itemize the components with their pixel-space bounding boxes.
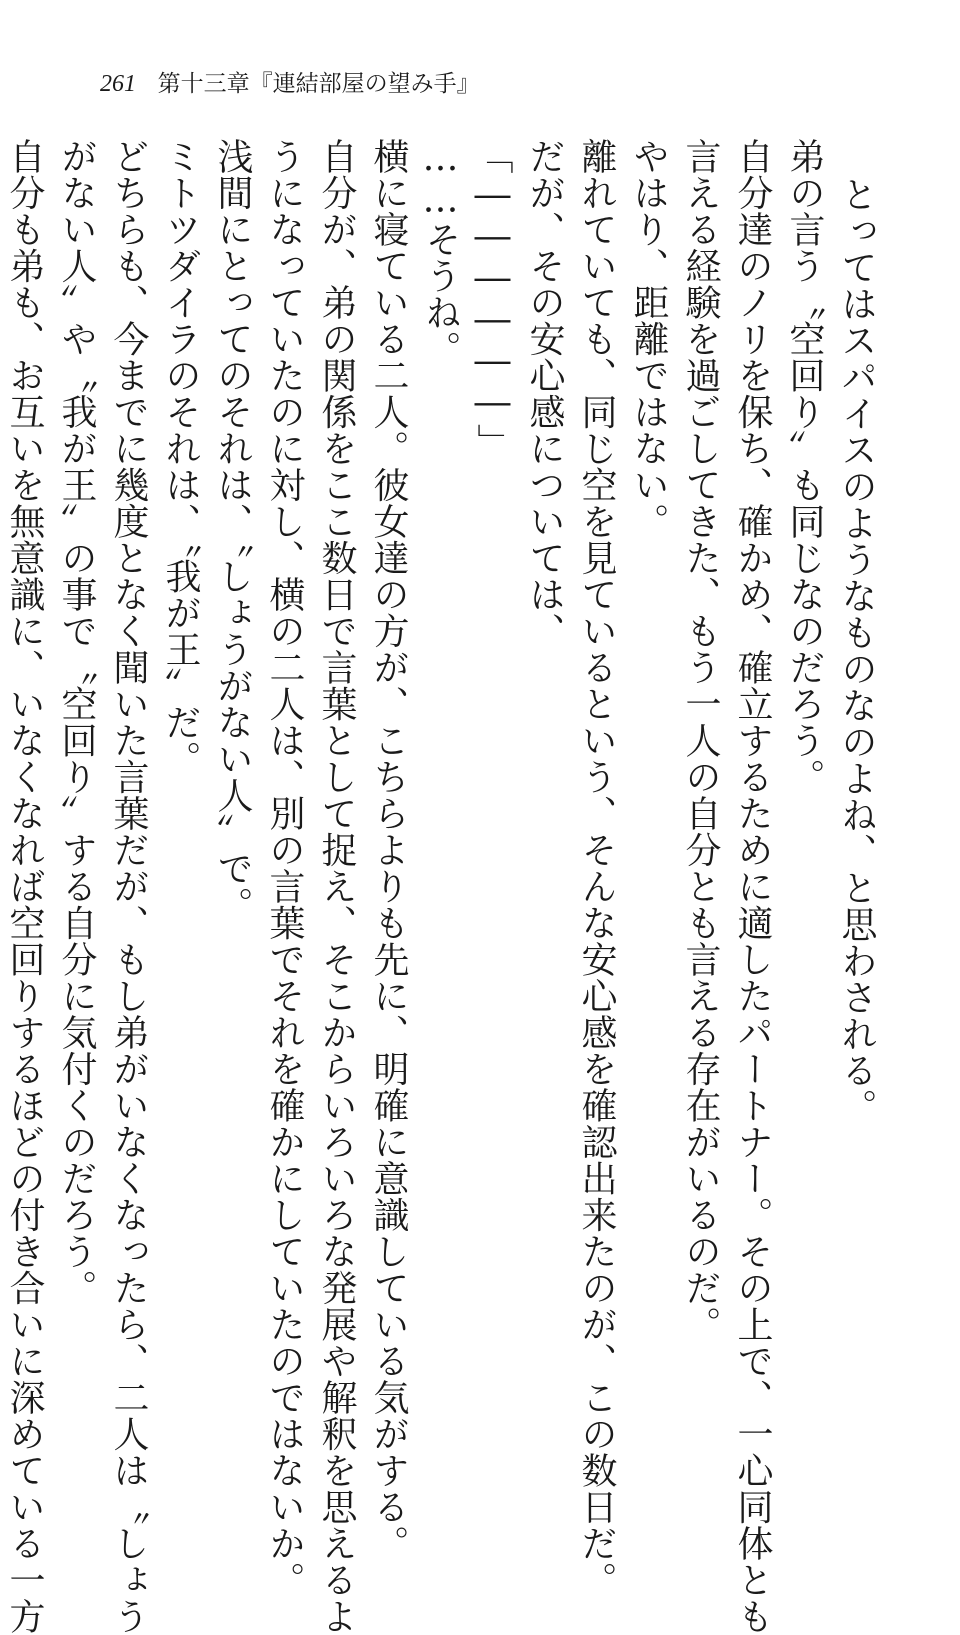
text-line-8: 「――――――」 — [472, 138, 513, 460]
text-line-10: 横に寝ている二人。彼女達の方が、こちらよりも先に、明確に意識している気がする。 — [368, 138, 409, 1562]
text-line-9: ……そうね。 — [420, 138, 461, 367]
text-line-17: 自分も弟も、お互いを無意識に、いなくなれば空回りするほどの付き合いに深めている一方 — [4, 138, 45, 1635]
text-line-15: どちらも、今までに幾度となく聞いた言葉だが、もし弟がいなくなったら、二人は〝しょう — [108, 138, 149, 1635]
text-line-3: 自分達のノリを保ち、確かめ、確立するために適したパートナー。その上で、一心同体とも — [732, 138, 773, 1635]
page-number: 261 — [100, 71, 136, 97]
text-line-7: だが、その安心感については、 — [524, 138, 565, 649]
text-line-4: 言える経験を過ごしてきた、もう一人の自分とも言える存在がいるのだ。 — [680, 138, 721, 1343]
running-header — [100, 68, 480, 99]
text-line-5: やはり、距離ではない。 — [628, 138, 669, 540]
chapter-title: 第十三章『連結部屋の望み手』 — [157, 71, 480, 97]
text-line-16: がない人〟や〝我が王〟の事で〝空回り〟する自分に気付くのだろう。 — [56, 138, 97, 1306]
text-line-11: 自分が、弟の関係をここ数日で言葉として捉え、そこからいろいろな発展や解釈を思えるよ — [316, 138, 357, 1635]
text-line-13: 浅間にとってのそれは、〝しょうがない人〟で。 — [212, 138, 253, 923]
text-line-14: ミトツダイラのそれは、〝我が王〟だ。 — [160, 138, 201, 777]
text-line-2: 弟の言う〝空回り〟も同じなのだろう。 — [784, 138, 825, 795]
text-line-1: とってはスパイスのようなものなのよね、と思わされる。 — [836, 176, 877, 1125]
text-line-12: うになっていたのに対し、横の二人は、別の言葉でそれを確かにしていたのではないか。 — [264, 138, 305, 1598]
text-line-6: 離れていても、同じ空を見ているという、そんな安心感を確認出来たのが、この数日だ。 — [576, 138, 617, 1598]
